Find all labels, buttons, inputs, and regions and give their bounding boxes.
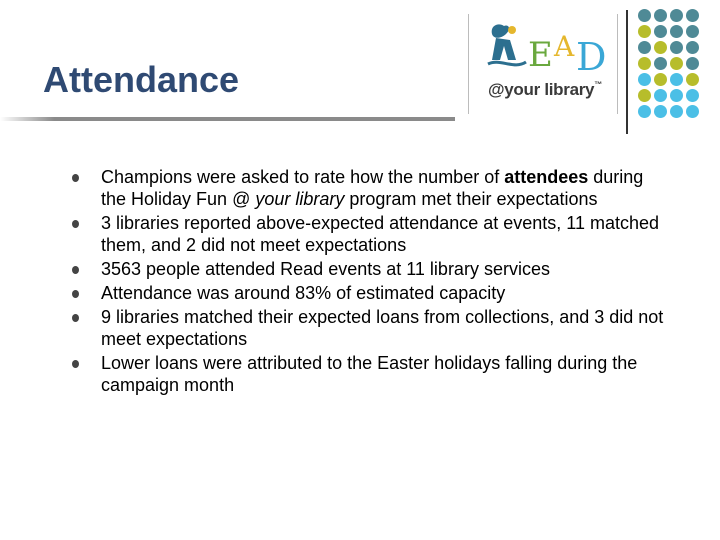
dot	[638, 105, 651, 118]
dot	[654, 41, 667, 54]
title-underline	[0, 117, 455, 121]
dot	[670, 105, 683, 118]
dot	[670, 41, 683, 54]
bullet-item: Attendance was around 83% of estimated capacity	[72, 282, 672, 304]
dot	[638, 89, 651, 102]
dot	[686, 89, 699, 102]
dot	[670, 57, 683, 70]
dot	[654, 73, 667, 86]
dot	[654, 57, 667, 70]
svg-text:D: D	[576, 35, 607, 79]
dot	[638, 9, 651, 22]
bullet-list	[72, 166, 672, 398]
decorative-dot-grid	[638, 9, 700, 119]
dot	[638, 41, 651, 54]
read-wordmark-icon	[468, 14, 616, 84]
dot	[638, 73, 651, 86]
bullet-item: 9 libraries matched their expected loans from collections, and 3 did not meet expectations	[72, 306, 672, 350]
bullet-item: 3563 people attended Read events at 11 library services	[72, 258, 672, 280]
dot	[686, 25, 699, 38]
bullet-item: 3 libraries reported above-expected attendance at events, 11 matched them, and 2 did not meet expectations	[72, 212, 672, 256]
dot	[686, 57, 699, 70]
dot	[670, 25, 683, 38]
dot	[670, 73, 683, 86]
slide-title: Attendance	[43, 59, 240, 100]
svg-text:A: A	[554, 30, 575, 63]
dot	[670, 9, 683, 22]
dot	[638, 25, 651, 38]
dot	[638, 57, 651, 70]
logo-tagline: @your library™	[488, 80, 602, 99]
dot	[686, 105, 699, 118]
dot	[670, 89, 683, 102]
svg-text:E: E	[528, 35, 553, 75]
header-divider	[626, 10, 628, 134]
bullet-item: Lower loans were attributed to the Easter holidays falling during the campaign month	[72, 352, 672, 396]
read-your-library-logo	[468, 14, 628, 114]
dot	[686, 9, 699, 22]
dot	[654, 89, 667, 102]
dot	[654, 105, 667, 118]
dot	[686, 41, 699, 54]
dot	[654, 25, 667, 38]
dot	[654, 9, 667, 22]
bullet-item: Champions were asked to rate how the number of attendees during the Holiday Fun @ your library program met their expectations	[72, 166, 672, 210]
dot	[686, 73, 699, 86]
